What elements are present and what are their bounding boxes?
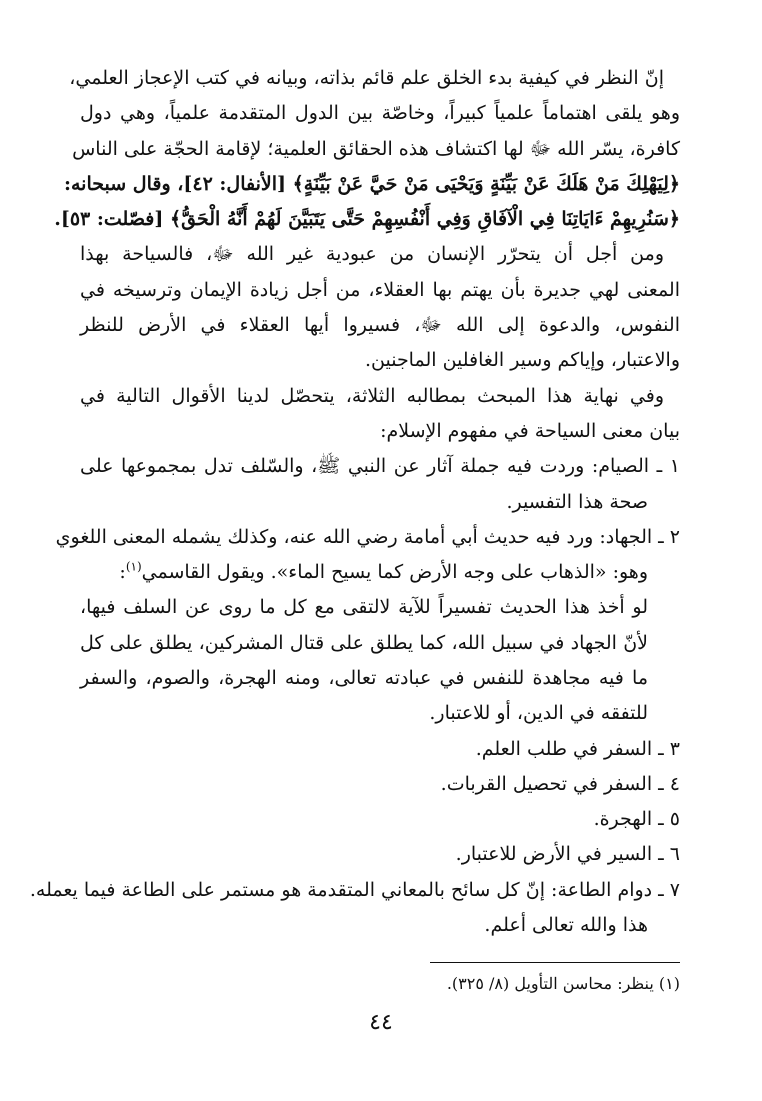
quran-verse-anfal: ﴿لِيَهْلِكَ مَنْ هَلَكَ عَنْ بَيِّنَةٍ وَيَحْيَى مَنْ حَيَّ عَنْ بَيِّنَةٍ﴾ [الأنفال: ٤٢]، وقال سبحانه:	[63, 173, 680, 195]
list-item-5: ٥ ـ الهجرة.	[593, 808, 680, 830]
footnote-divider	[430, 962, 680, 963]
paragraph-2-line-4: والاعتبار، وإياكم وسير الغافلين الماجنين.	[364, 349, 680, 371]
list-item-6: ٦ ـ السير في الأرض للاعتبار.	[455, 843, 680, 865]
list-item-2-line-2-colon: :	[119, 561, 126, 583]
paragraph-3-line-2: بيان معنى السياحة في مفهوم الإسلام:	[380, 420, 680, 442]
list-item-1-line-1: ١ ـ الصيام: وردت فيه جملة آثار عن النبي ﷺ، والسّلف تدل بمجموعها على	[80, 455, 680, 477]
paragraph-2-line-2: المعنى لهي جديرة بأن يهتم بها العقلاء، من أجل زيادة الإيمان وترسيخه في	[80, 279, 680, 301]
paragraph-2-line-3: النفوس، والدعوة إلى الله ﷻ، فسيروا أيها العقلاء في الأرض للنظر	[80, 314, 680, 336]
list-item-2-line-2	[80, 554, 648, 590]
list-item-3: ٣ ـ السفر في طلب العلم.	[475, 738, 680, 760]
list-item-2-line-5: ما فيه مجاهدة للنفس في عبادته تعالى، ومنه الهجرة، والصوم، والسفر	[80, 667, 648, 689]
list-item-7-line-2: هذا والله تعالى أعلم.	[484, 914, 648, 936]
list-item-2-line-2-text: وهو: «الذهاب على وجه الأرض كما يسيح الماء». ويقول القاسمي	[141, 561, 648, 583]
paragraph-1-line-2: وهو يلقى اهتماماً علمياً كبيراً، وخاصّة بين الدول المتقدمة علمياً، وهي دول	[80, 102, 680, 124]
list-item-4: ٤ ـ السفر في تحصيل القربات.	[440, 773, 680, 795]
list-item-7-line-1: ٧ ـ دوام الطاعة: إنّ كل سائح بالمعاني المتقدمة هو مستمر على الطاعة فيما يعمله.	[29, 879, 680, 901]
page-number: ٤٤	[369, 1010, 393, 1035]
paragraph-2-line-1: ومن أجل أن يتحرّر الإنسان من عبودية غير الله ﷻ، فالسياحة بهذا	[80, 243, 664, 265]
list-item-1-line-2: صحة هذا التفسير.	[506, 491, 648, 513]
quran-verse-fussilat: ﴿سَنُرِيهِمْ ءَايَاتِنَا فِي الْآفَاقِ وَفِي أَنْفُسِهِمْ حَتَّى يَتَبَيَّنَ لَهُمْ أَنَّهُ الْحَقُّ﴾ [فصّلت: ٥٣].	[54, 208, 680, 230]
paragraph-1-line-3: كافرة، يسّر الله ﷻ لها اكتشاف هذه الحقائق العلمية؛ لإقامة الحجّة على الناس	[72, 138, 680, 160]
list-item-2-line-3: لو أخذ هذا الحديث تفسيراً للآية لالتقى مع كل ما روى عن السلف فيها،	[80, 596, 648, 618]
list-item-2-line-6: للتفقه في الدين، أو للاعتبار.	[429, 702, 648, 724]
paragraph-3-line-1: وفي نهاية هذا المبحث بمطالبه الثلاثة، يتحصّل لدينا الأقوال التالية في	[80, 385, 664, 407]
list-item-2-line-1: ٢ ـ الجهاد: ورد فيه حديث أبي أمامة رضي الله عنه، وكذلك يشمله المعنى اللغوي	[55, 526, 680, 548]
list-item-2-line-4: لأنّ الجهاد في سبيل الله، كما يطلق على قتال المشركين، يطلق على كل	[80, 632, 648, 654]
footnote: (١) ينظر: محاسن التأويل (٨/ ٣٢٥).	[446, 974, 680, 993]
footnote-reference: (١)	[125, 559, 142, 574]
paragraph-1-line-1: إنّ النظر في كيفية بدء الخلق علم قائم بذاته، وبيانه في كتب الإعجاز العلمي،	[69, 67, 664, 89]
